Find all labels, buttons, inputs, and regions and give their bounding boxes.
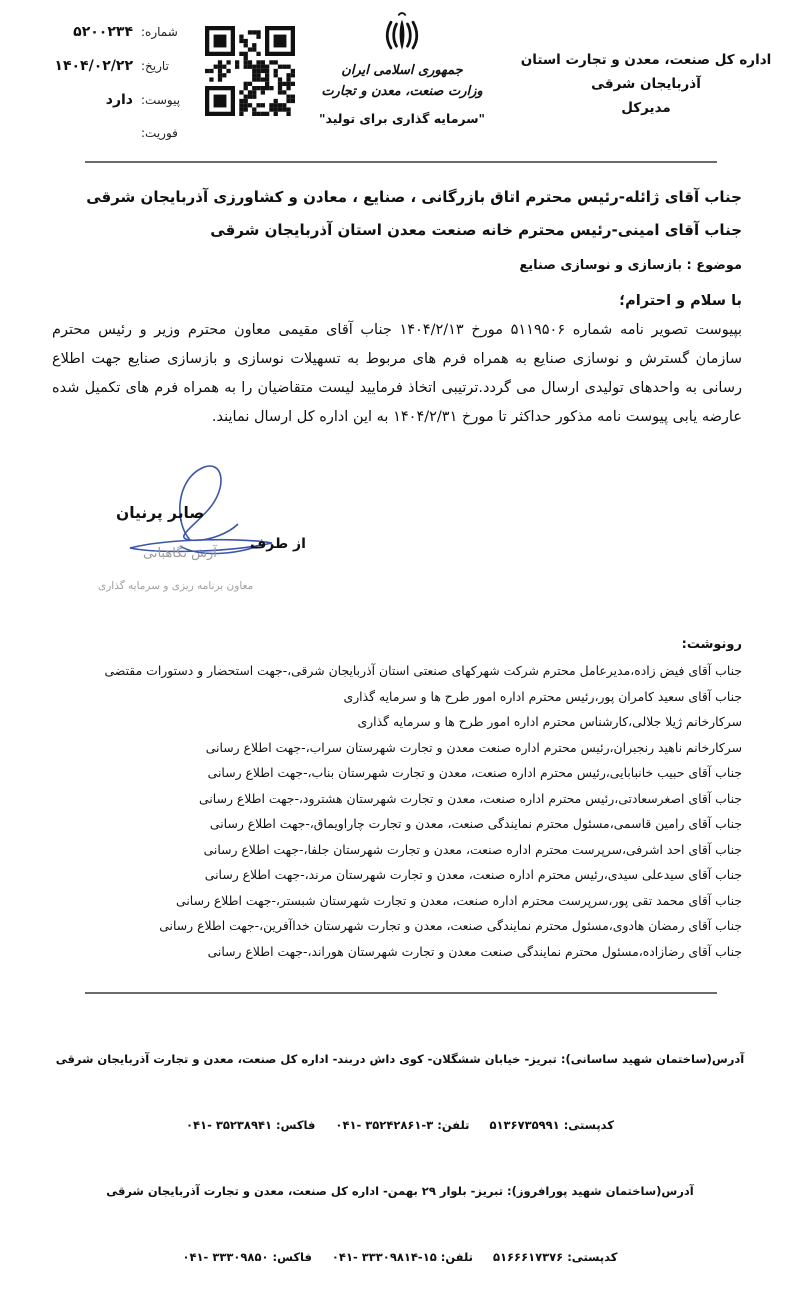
iran-emblem-icon	[318, 12, 486, 60]
footer-addresses	[40, 1004, 760, 1312]
subject-line: موضوع : بازسازی و نوسازی صنایع	[519, 258, 742, 273]
meta-number-row	[48, 24, 193, 58]
number-value: ۵۲۰۰۲۳۴	[73, 24, 133, 40]
qr-code	[205, 26, 295, 116]
cc-section	[56, 637, 742, 964]
cc-title: رونوشت:	[681, 637, 742, 652]
recipient-line: جناب آقای امینی-رئیس محترم خانه صنعت معدن استان آذربایجان شرقی	[210, 221, 742, 239]
cc-item: سرکارخانم ژیلا جلالی،کارشناس محترم اداره امور طرح ها و سرمایه گذاری	[357, 714, 742, 729]
footer-contact-line: کدپستی: ۵۱۳۶۷۳۵۹۹۱ تلفن: ۳-۳۵۲۴۲۸۶۱ -۰۴۱ فاکس: ۳۵۲۳۸۹۴۱ -۰۴۱	[186, 1118, 614, 1132]
date-label: تاریخ:	[141, 59, 169, 73]
number-label: شماره:	[141, 25, 178, 39]
salutation: با سلام و احترام؛	[619, 293, 742, 309]
on-behalf-label: از طرف	[250, 536, 306, 552]
signer-name: صابر پرنیان	[116, 504, 205, 522]
state-name: جمهوری اسلامی ایران	[341, 63, 463, 78]
meta-urgency-row	[48, 126, 193, 160]
cc-item: جناب آقای رمضان هادوی،مسئول محترم نمایندگی صنعت، معدن و تجارت شهرستان خداآفرین،-جهت اطلاع رسانی	[159, 918, 742, 933]
national-emblem-block	[318, 12, 486, 126]
footer-divider	[85, 992, 717, 994]
issuing-office-name: اداره کل صنعت، معدن و تجارت استان آذربایجان شرقی	[520, 52, 772, 92]
meta-attachment-row	[48, 92, 193, 126]
cc-item: جناب آقای حبیب خانبابایی،رئیس محترم اداره صنعت، معدن و تجارت شهرستان بناب،-جهت اطلاع رسانی	[207, 765, 742, 780]
footer-address-line: آدرس(ساختمان شهید پورافروز): تبریز- بلوار ۲۹ بهمن- اداره کل صنعت، معدن و تجارت آذربایجان شرقی	[106, 1184, 694, 1198]
urgency-label: فوریت:	[141, 126, 178, 140]
ministry-name: وزارت صنعت، معدن و تجارت	[321, 84, 483, 99]
issuing-office-role: مدیرکل	[621, 100, 671, 116]
cc-item: جناب آقای رامین قاسمی،مسئول محترم نمایندگی صنعت، معدن و تجارت چاراویماق،-جهت اطلاع رسانی	[209, 816, 742, 831]
footer-contact-line: کدپستی: ۵۱۶۶۶۱۷۳۷۶ تلفن: ۱۵-۳۳۳۰۹۸۱۴ -۰۴۱ فاکس: ۳۳۳۰۹۸۵۰ -۰۴۱	[182, 1250, 618, 1264]
slogan-text: "سرمایه گذاری برای تولید"	[318, 111, 486, 126]
attachment-value: دارد	[105, 92, 133, 108]
meta-date-row	[48, 58, 193, 92]
cc-item: جناب آقای احد اشرفی،سرپرست محترم اداره صنعت، معدن و تجارت شهرستان جلفا،-جهت اطلاع رسانی	[203, 841, 742, 857]
cc-item: جناب آقای محمد تقی پور،سرپرست محترم اداره صنعت، معدن و تجارت شهرستان شبستر،-جهت اطلاع رسانی	[176, 892, 742, 908]
header-divider	[85, 161, 717, 163]
cc-item: جناب آقای سعید کامران پور،رئیس محترم اداره امور طرح ها و سرمایه گذاری	[343, 688, 742, 704]
signature-block	[88, 462, 368, 607]
cc-item: جناب آقای رضازاده،مسئول محترم نمایندگی صنعت معدن و تجارت شهرستان هوراند،-جهت اطلاع رسانی	[207, 943, 742, 959]
date-value: ۱۴۰۴/۰۲/۲۲	[54, 58, 133, 74]
recipients-block	[56, 181, 742, 247]
cc-item: جناب آقای سیدعلی سیدی،رئیس محترم اداره صنعت، معدن و تجارت شهرستان مرند،-جهت اطلاع رسانی	[204, 867, 742, 882]
cc-item: جناب آقای اصغرسعادتی،رئیس محترم اداره صنعت، معدن و تجارت شهرستان هشترود،-جهت اطلاع رسانی	[199, 790, 742, 806]
issuing-office-block	[500, 48, 792, 120]
attachment-label: پیوست:	[141, 93, 181, 107]
letter-body: بپیوست تصویر نامه شماره ۵۱۱۹۵۰۶ مورخ ۱۴۰۴/۲/۱۳ جناب آقای مقیمی معاون محترم وزیر و رئیس محترم سازمان گسترش و نوسازی صنایع به همراه فرم های مربوط به تسهیلات نوسازی و بازسازی صنایع جهت اطلاع رسانی به واحدهای تولیدی ارسال می گردد.ترتیبی اتخاذ فرمایید لیست متقاضیان را به همراه فرم های تکمیل شده عارضه یابی پیوست نامه مذکور حداکثر تا مورخ ۱۴۰۴/۲/۳۱ به این اداره کل ارسال نمایند.	[52, 322, 742, 425]
footer-address-line: آدرس(ساختمان شهید ساسانی): تبریز- خیابان ششگلان- کوی داش دربند- اداره کل صنعت، معدن و تجارت آذربایجان شرقی	[55, 1052, 745, 1066]
delegate-name: آرش نگاهبانی	[143, 546, 217, 561]
cc-item: جناب آقای فیض زاده،مدیرعامل محترم شرکت شهرکهای صنعتی استان آذربایجان شرقی،-جهت استحضار و دستورات مقتضی	[104, 663, 742, 678]
recipient-line: جناب آقای ژائله-رئیس محترم اتاق بازرگانی ، صنایع ، معادن و کشاورزی آذربایجان شرقی	[86, 188, 742, 206]
letter-meta	[48, 24, 193, 160]
cc-item: سرکارخانم ناهید رنجبران،رئیس محترم اداره صنعت معدن و تجارت شهرستان سراب،-جهت اطلاع رسانی	[205, 739, 742, 755]
delegate-title: معاون برنامه ریزی و سرمایه گذاری	[98, 580, 254, 592]
